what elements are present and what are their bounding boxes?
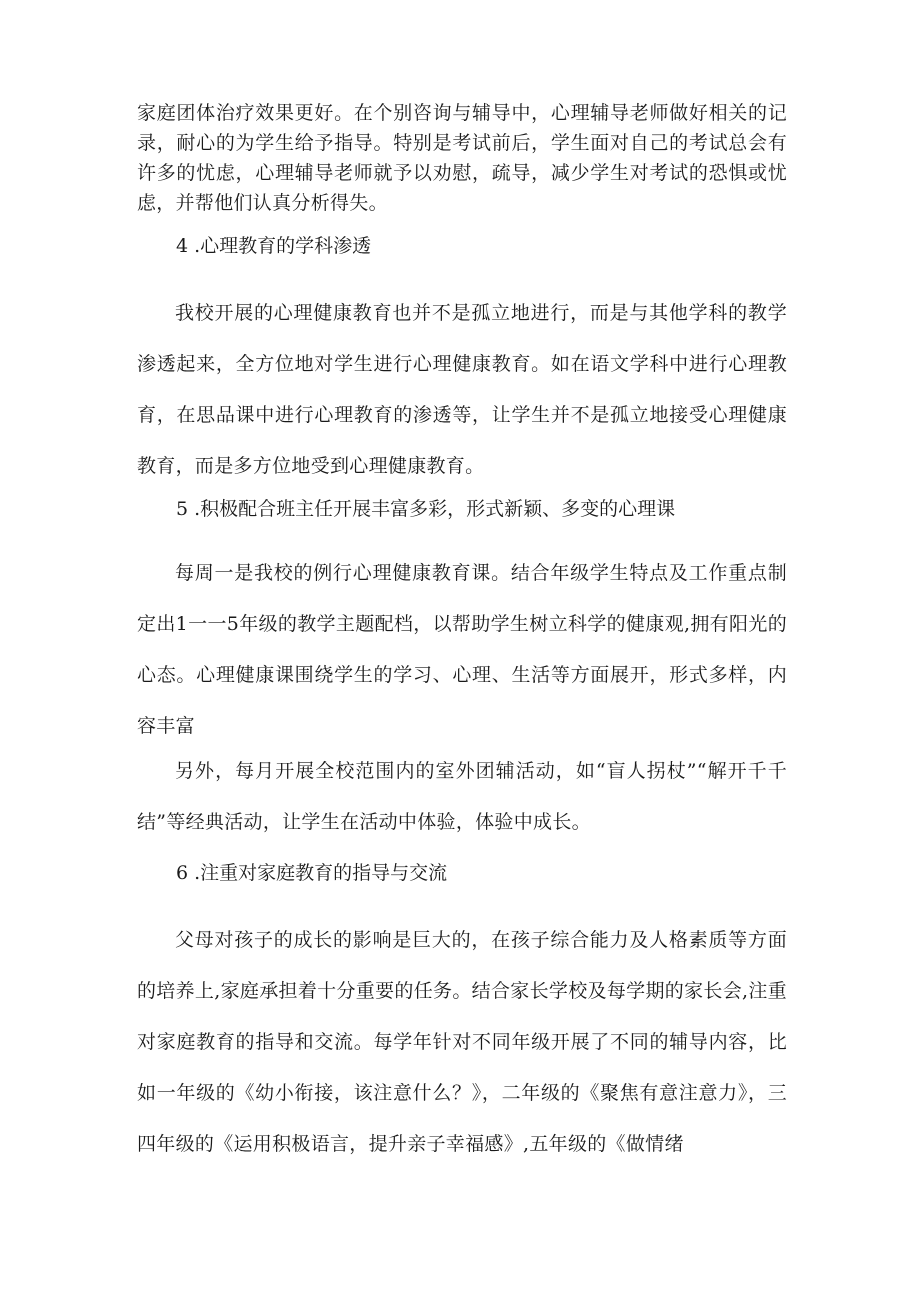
section-heading-4: 4 .心理教育的学科渗透 bbox=[176, 235, 372, 257]
paragraph-weekly-class: 每周一是我校的例行心理健康教育课。结合年级学生特点及工作重点制定出1一一5年级的教学主题配档，以帮助学生树立科学的健康观,拥有阳光的心态。心理健康课围绕学生的学习、心理、生活等方面展开，形式多样，内容丰富 bbox=[137, 562, 787, 737]
paragraph-counseling-intro: 家庭团体治疗效果更好。在个别咨询与辅导中，心理辅导老师做好相关的记录，耐心的为学生给予指导。特别是考试前后，学生面对自己的考试总会有许多的忧虑，心理辅导老师就予以劝慰，疏导，减少学生对考试的恐惧或忧虑，并帮他们认真分析得失。 bbox=[137, 102, 787, 214]
paragraph-subject-integration: 我校开展的心理健康教育也并不是孤立地进行，而是与其他学科的教学渗透起来，全方位地对学生进行心理健康教育。如在语文学科中进行心理教育，在思品课中进行心理教育的渗透等，让学生并不是孤立地接受心理健康教育，而是多方位地受到心理健康教育。 bbox=[137, 302, 787, 477]
paragraph-family-education: 父母对孩子的成长的影响是巨大的，在孩子综合能力及人格素质等方面的培养上,家庭承担着十分重要的任务。结合家长学校及每学期的家长会,注重对家庭教育的指导和交流。每学年针对不同年级开展了不同的辅导内容，比如一年级的《幼小衔接，该注意什么？》，二年级的《聚焦有意注意力》，三四年级的《运用积极语言，提升亲子幸福感》,五年级的《做情绪 bbox=[137, 929, 787, 1155]
section-heading-6: 6 .注重对家庭教育的指导与交流 bbox=[176, 862, 448, 884]
section-heading-5: 5 .积极配合班主任开展丰富多彩，形式新颖、多变的心理课 bbox=[176, 498, 676, 520]
paragraph-monthly-activities: 另外，每月开展全校范围内的室外团辅活动，如“盲人拐杖”“解开千千结”等经典活动，让学生在活动中体验，体验中成长。 bbox=[137, 760, 787, 833]
